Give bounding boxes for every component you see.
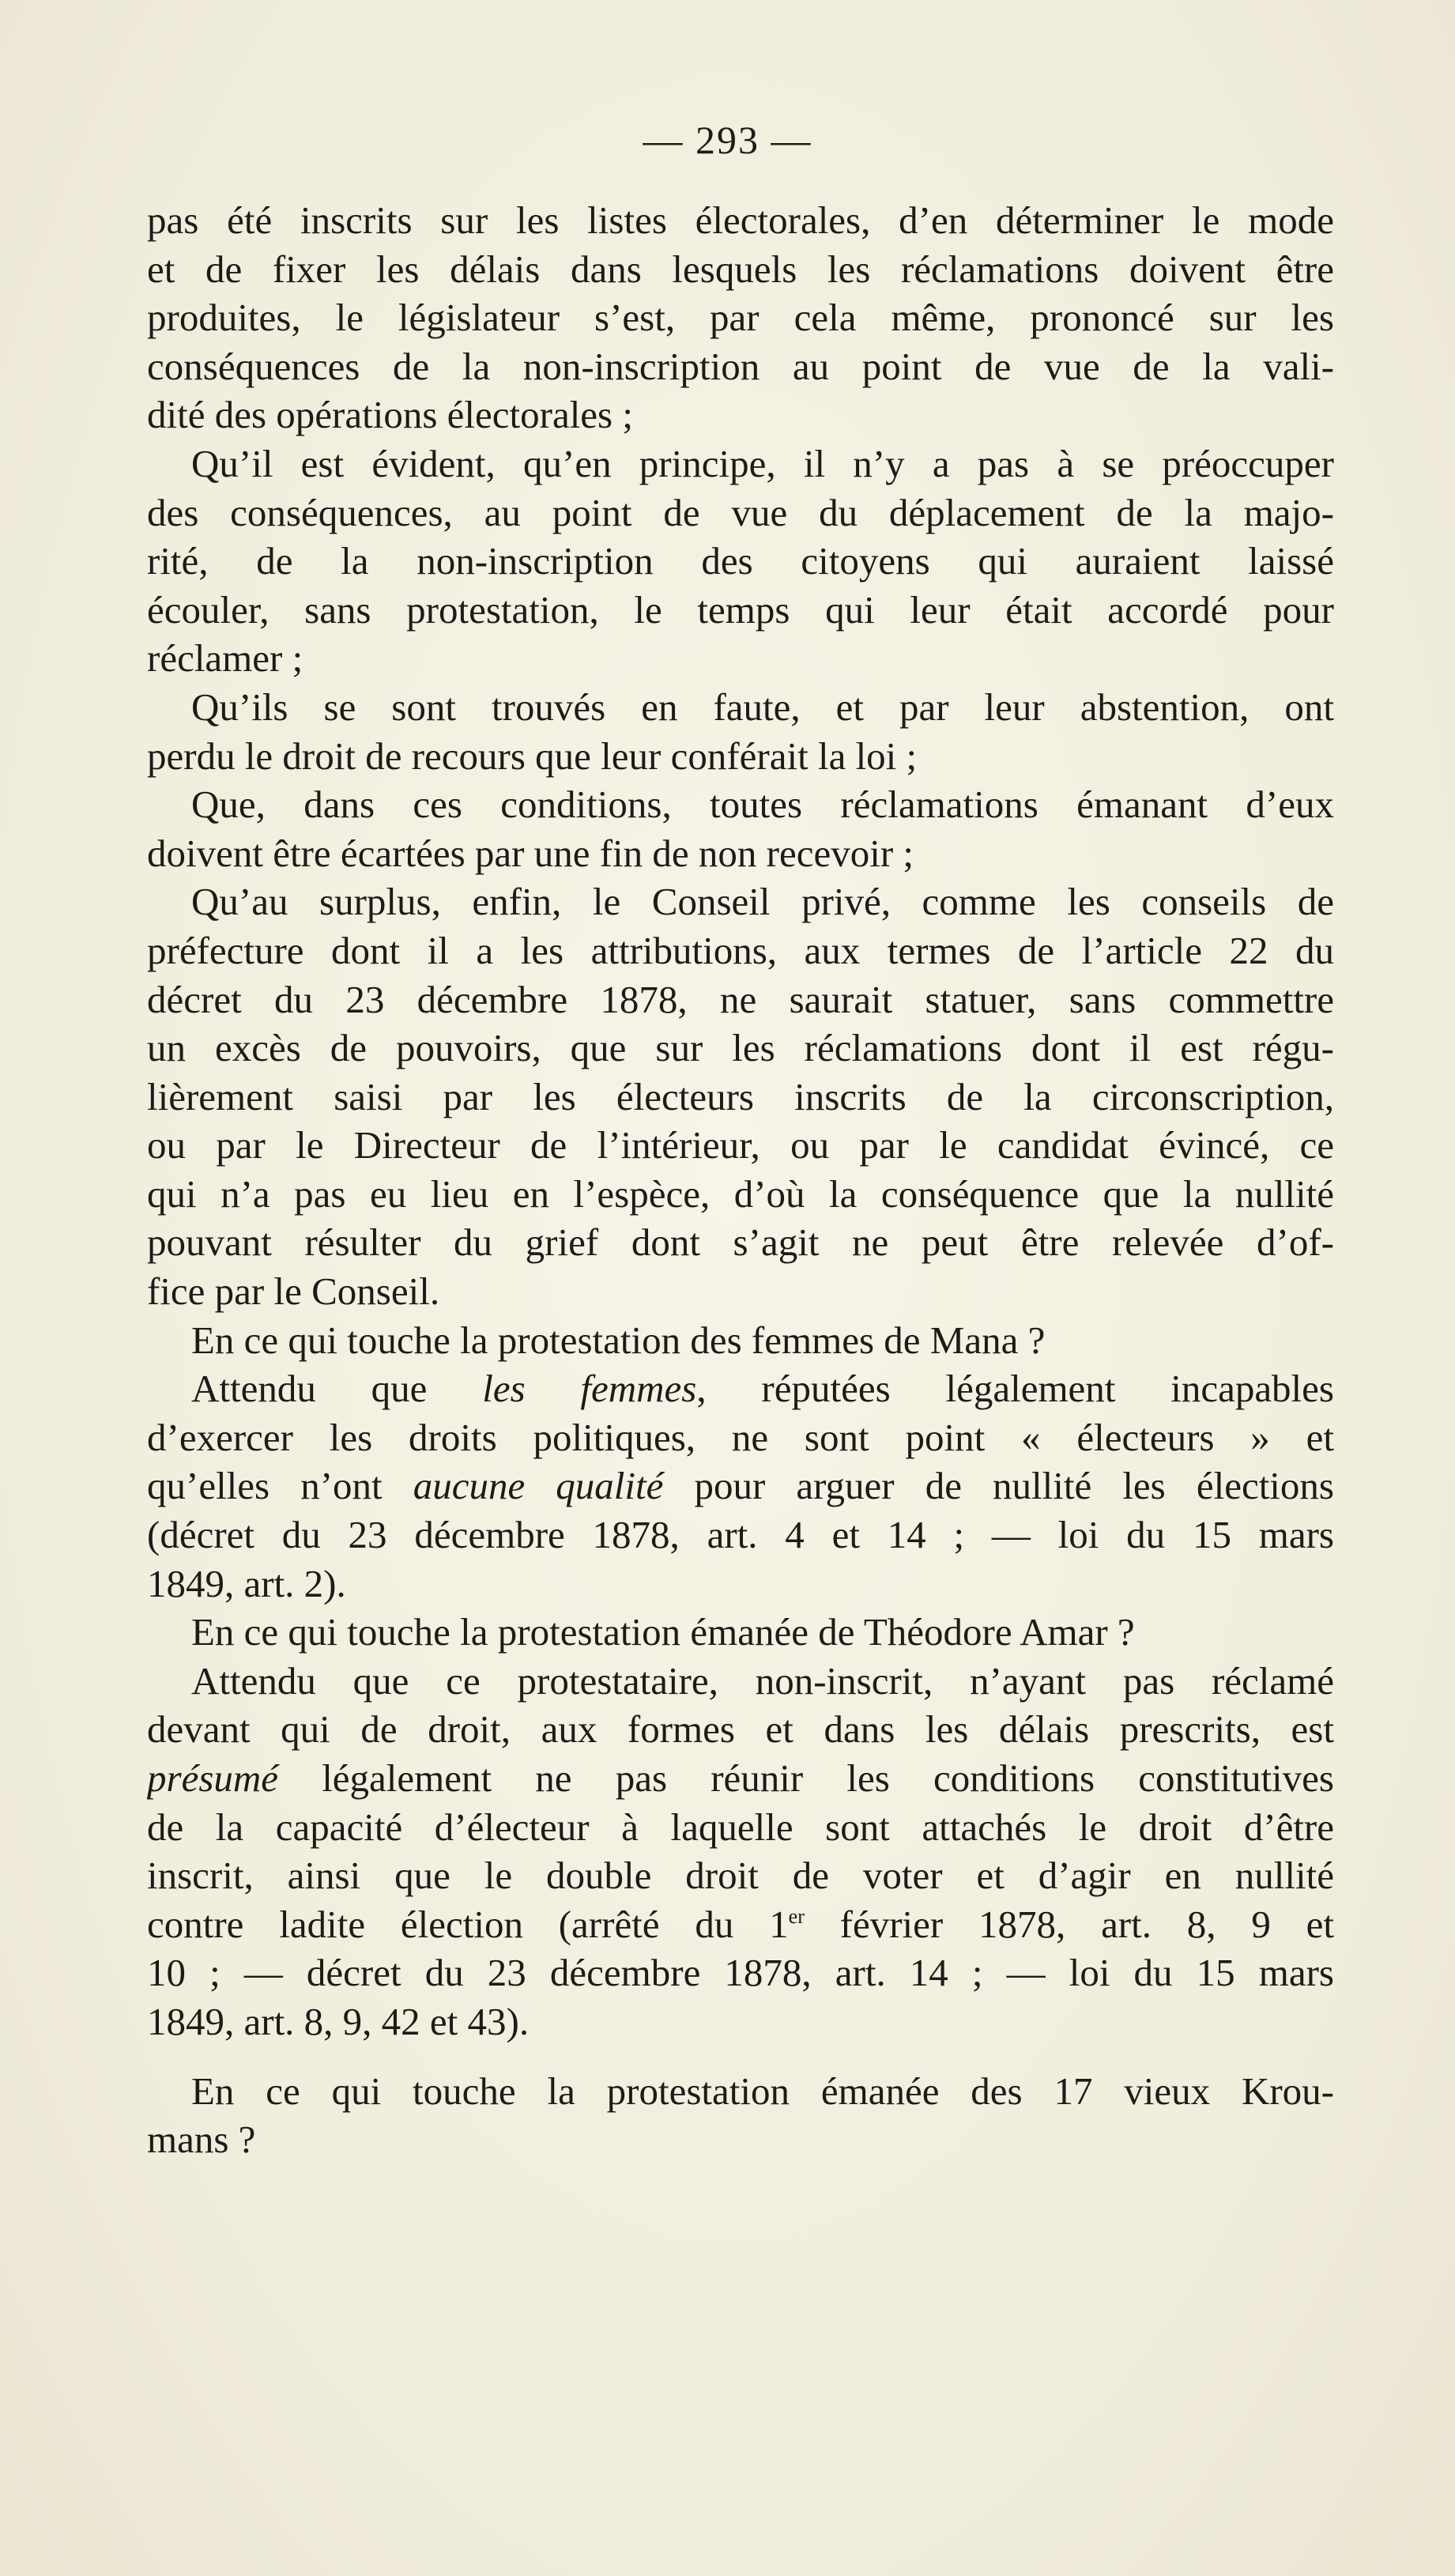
text-line: écouler, sans protestation, le temps qui leur était accordé pour: [147, 587, 1334, 632]
text-line: 1849, art. 8, 9, 42 et 43).: [147, 1999, 530, 2043]
paragraph-gap: [147, 2046, 1334, 2067]
text-segment: pour arguer de nullité les élections: [663, 1464, 1334, 1508]
text-line: Qu’au surplus, enfin, le Conseil privé, comme les conseils de: [191, 880, 1334, 924]
text-line: inscrit, ainsi que le double droit de voter et d’agir en nullité: [147, 1854, 1334, 1898]
text-line: Qu’il est évident, qu’en principe, il n’y a pas à se préoccuper: [191, 441, 1334, 485]
text-segment: Attendu que: [191, 1367, 483, 1411]
text-line: En ce qui touche la protestation émanée de Théodore Amar ?: [191, 1610, 1135, 1654]
text-line: et de fixer les délais dans lesquels les réclamations doivent être: [147, 247, 1334, 291]
text-line: mans ?: [147, 2118, 256, 2162]
text-line: ou par le Directeur de l’intérieur, ou par le candidat évincé, ce: [147, 1123, 1334, 1167]
text-segment: légalement ne pas réunir les conditions constitutives: [278, 1756, 1334, 1800]
text-line: d’exercer les droits politiques, ne sont point « électeurs » et: [147, 1415, 1334, 1459]
text-line: (décret du 23 décembre 1878, art. 4 et 14 ; — loi du 15 mars: [147, 1513, 1334, 1557]
text-line: de la capacité d’électeur à laquelle sont attachés le droit d’être: [147, 1805, 1334, 1849]
text-line: Que, dans ces conditions, toutes réclamations émanant d’eux: [191, 783, 1334, 827]
italic-emphasis: aucune qualité: [413, 1464, 664, 1508]
text-line: pas été inscrits sur les listes électorales, d’en déterminer le mode: [147, 198, 1334, 242]
text-line: En ce qui touche la protestation des femmes de Mana ?: [191, 1318, 1046, 1362]
text-line: rité, de la non-inscription des citoyens qui auraient laissé: [147, 539, 1334, 583]
text-line: Attendu que ce protestataire, non-inscrit, n’ayant pas réclamé: [191, 1658, 1334, 1703]
text-line: produites, le législateur s’est, par cela même, prononcé sur les: [147, 296, 1334, 340]
text-line: [147, 1461, 1334, 1511]
text-line: conséquences de la non-inscription au point de vue de la vali-: [147, 344, 1334, 388]
text-line: dité des opérations électorales ;: [147, 393, 633, 437]
text-line: préfecture dont il a les attributions, aux termes de l’article 22 du: [147, 928, 1334, 972]
text-line: doivent être écartées par une fin de non recevoir ;: [147, 831, 914, 875]
text-line: des conséquences, au point de vue du déplacement de la majo-: [147, 490, 1334, 534]
text-line: 10 ; — décret du 23 décembre 1878, art. 14 ; — loi du 15 mars: [147, 1951, 1334, 1995]
text-line: [147, 1900, 1334, 1949]
text-line: un excès de pouvoirs, que sur les réclamations dont il est régu-: [147, 1026, 1334, 1070]
superscript: er: [788, 1904, 805, 1928]
body-text: [147, 196, 1334, 2164]
text-line: réclamer ;: [147, 636, 303, 681]
text-segment: qu’elles n’ont: [147, 1464, 413, 1508]
italic-emphasis: les femmes: [482, 1367, 697, 1411]
text-line: En ce qui touche la protestation émanée des 17 vieux Krou-: [191, 2069, 1334, 2113]
text-line: qui n’a pas eu lieu en l’espèce, d’où la conséquence que la nullité: [147, 1171, 1334, 1216]
text-line: [147, 1754, 1334, 1803]
text-line: Qu’ils se sont trouvés en faute, et par leur abstention, ont: [191, 685, 1334, 729]
text-segment: , réputées légalement incapables: [696, 1367, 1334, 1411]
text-line: perdu le droit de recours que leur conférait la loi ;: [147, 734, 918, 778]
text-segment: contre ladite élection (arrêté du 1: [147, 1902, 789, 1946]
text-line: fice par le Conseil.: [147, 1269, 440, 1314]
text-line: devant qui de droit, aux formes et dans les délais prescrits, est: [147, 1707, 1334, 1752]
text-line: [147, 1364, 1334, 1413]
text-segment: février 1878, art. 8, 9 et: [804, 1902, 1334, 1946]
italic-emphasis: présumé: [147, 1756, 279, 1800]
text-line: lièrement saisi par les électeurs inscrits de la circonscription,: [147, 1074, 1334, 1118]
text-line: pouvant résulter du grief dont s’agit ne peut être relevée d’of-: [147, 1220, 1334, 1265]
page-number: — 293 —: [643, 118, 812, 162]
text-line: 1849, art. 2).: [147, 1561, 346, 1605]
text-line: décret du 23 décembre 1878, ne saurait statuer, sans commettre: [147, 977, 1334, 1021]
